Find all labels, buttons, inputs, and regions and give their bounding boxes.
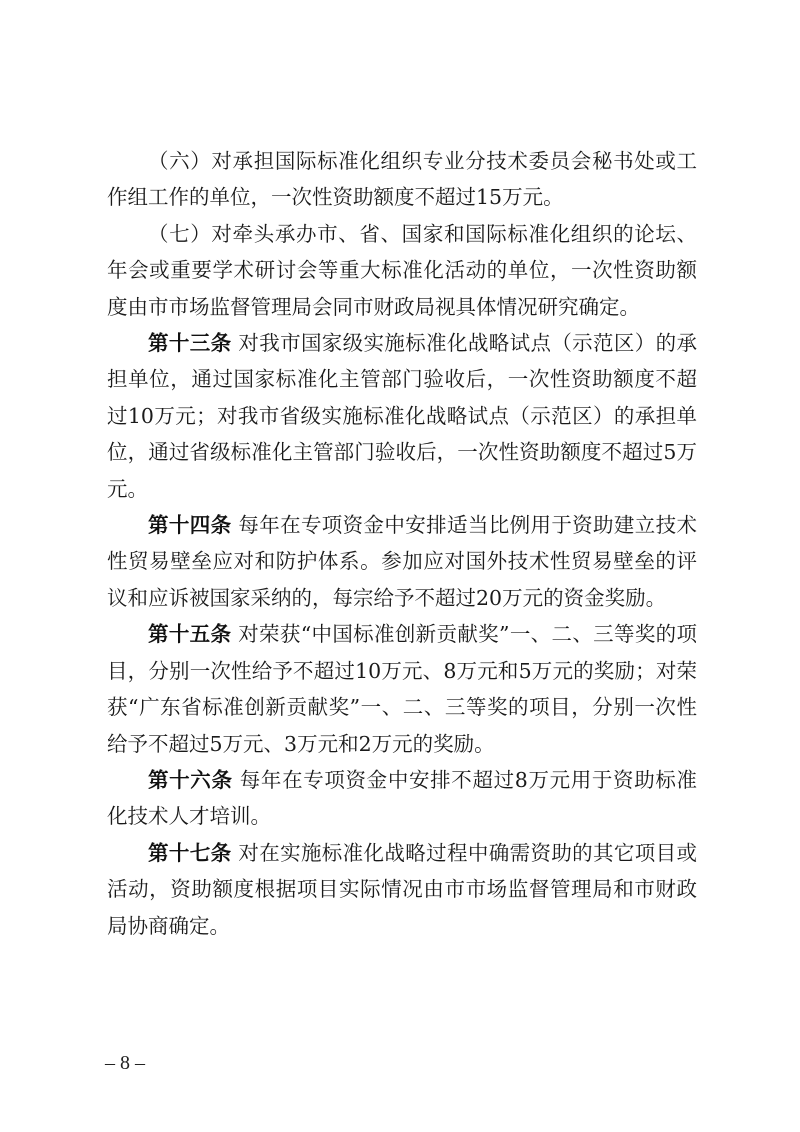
paragraph-text: 对荣获“中国标准创新贡献奖”一、二、三等奖的项目，分别一次性给予不超过10万元、8万元和5万元的奖励；对荣获“广东省标准创新贡献奖”一、二、三等奖的项目，分别一次性给予不超过5万元、3万元和2万元的奖励。: [107, 622, 697, 756]
document-body: [107, 143, 697, 944]
paragraph-text: 每年在专项资金中安排不超过8万元用于资助标准化技术人才培训。: [107, 767, 697, 829]
paragraph-text: （六）对承担国际标准化组织专业分技术委员会秘书处或工作组工作的单位，一次性资助额度不超过15万元。: [107, 149, 697, 210]
paragraph-article-13: [107, 325, 697, 507]
paragraph-clause-7: [107, 216, 697, 325]
paragraph-article-15: [107, 616, 697, 762]
paragraph-article-14: [107, 507, 697, 616]
page-number: – 8 –: [105, 1052, 145, 1074]
paragraph-article-16: [107, 762, 697, 835]
paragraph-text: 对在实施标准化战略过程中确需资助的其它项目或活动，资助额度根据项目实际情况由市市场监督管理局和市财政局协商确定。: [107, 840, 698, 938]
paragraph-text: 对我市国家级实施标准化战略试点（示范区）的承担单位，通过国家标准化主管部门验收后，一次性资助额度不超过10万元；对我市省级实施标准化战略试点（示范区）的承担单位，通过省级标准化主管部门验收后，一次性资助额度不超过5万元。: [107, 331, 698, 501]
paragraph-article-17: [107, 835, 697, 944]
article-title: 第十三条: [148, 331, 232, 356]
paragraph-clause-6: [107, 143, 697, 216]
article-title: 第十七条: [148, 840, 232, 865]
article-title: 第十六条: [148, 767, 233, 792]
paragraph-text: （七）对牵头承办市、省、国家和国际标准化组织的论坛、年会或重要学术研讨会等重大标准化活动的单位，一次性资助额度由市市场监督管理局会同市财政局视具体情况研究确定。: [107, 221, 697, 319]
paragraph-text: 每年在专项资金中安排适当比例用于资助建立技术性贸易壁垒应对和防护体系。参加应对国外技术性贸易壁垒的评议和应诉被国家采纳的，每宗给予不超过20万元的资金奖励。: [107, 513, 698, 610]
article-title: 第十四条: [148, 513, 232, 538]
article-title: 第十五条: [148, 622, 232, 647]
